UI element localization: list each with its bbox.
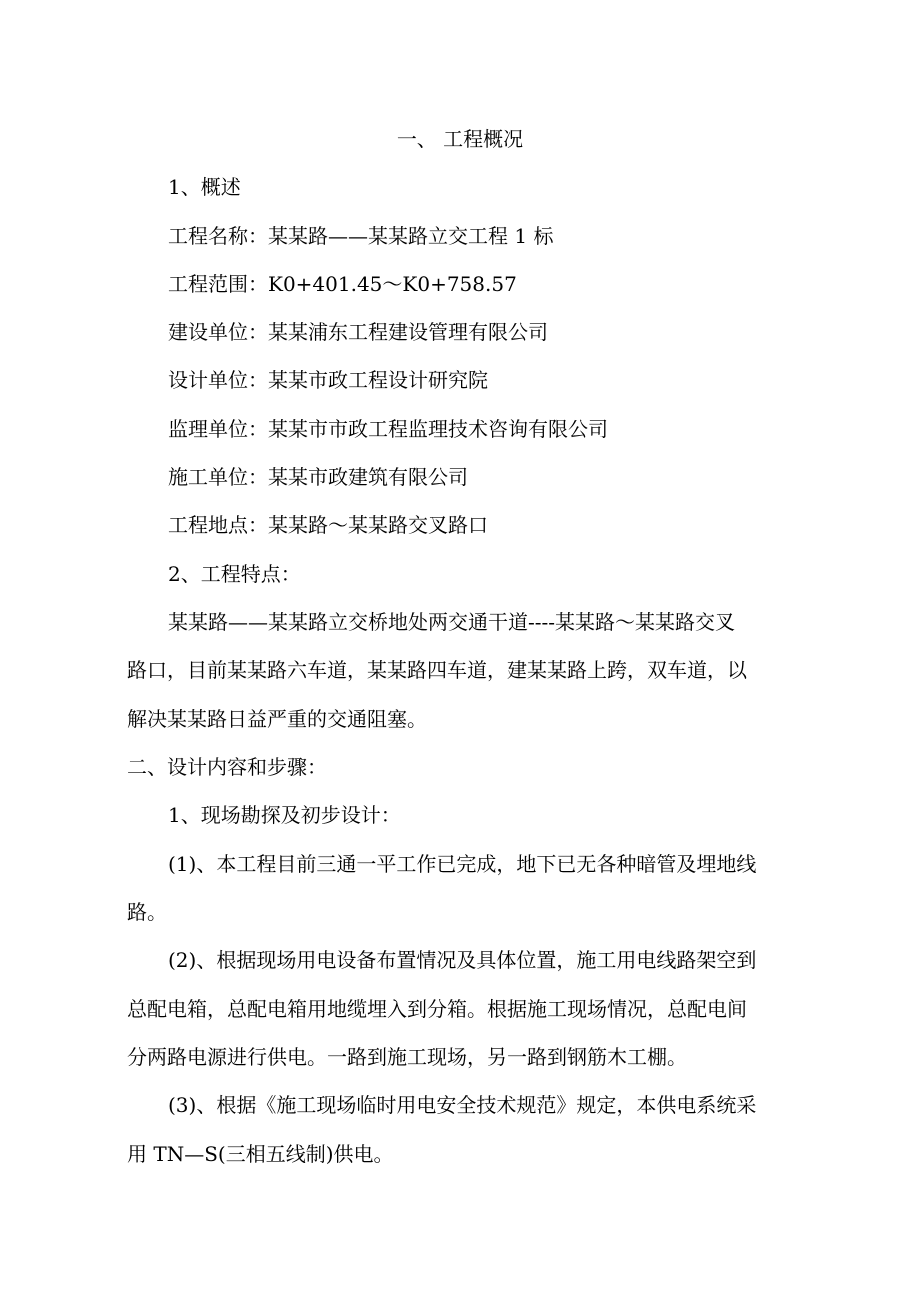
section2-heading: 二、设计内容和步骤： [127, 755, 327, 779]
item2-line: 总配电箱，总配电箱用地缆埋入到分箱。根据施工现场情况，总配电间 [127, 997, 747, 1021]
item3-line: 用 TN—S(三相五线制)供电。 [127, 1142, 394, 1166]
field-location: 工程地点：某某路～某某路交叉路口 [168, 513, 488, 537]
section1-heading: 1、概述 [168, 175, 241, 199]
field-contractor: 施工单位：某某市政建筑有限公司 [168, 465, 468, 489]
item2-line: 分两路电源进行供电。一路到施工现场，另一路到钢筋木工棚。 [127, 1045, 687, 1069]
field-supervisor: 监理单位：某某市市政工程监理技术咨询有限公司 [168, 417, 608, 441]
field-project-name: 工程名称：某某路——某某路立交工程 1 标 [168, 224, 554, 248]
features-paragraph-line: 解决某某路日益严重的交通阻塞。 [127, 707, 427, 731]
item3-line: (3)、根据《施工现场临时用电安全技术规范》规定，本供电系统采 [168, 1093, 757, 1117]
features-paragraph-line: 路口，目前某某路六车道，某某路四车道，建某某路上跨，双车道，以 [127, 658, 747, 682]
features-heading: 2、工程特点： [168, 562, 301, 586]
field-project-range: 工程范围：K0+401.45～K0+758.57 [168, 272, 517, 296]
item2-line: (2)、根据现场用电设备布置情况及具体位置，施工用电线路架空到 [168, 948, 757, 972]
field-builder: 建设单位：某某浦东工程建设管理有限公司 [168, 320, 548, 344]
features-paragraph-line: 某某路——某某路立交桥地处两交通干道----某某路～某某路交叉 [168, 610, 736, 634]
section2-subheading: 1、现场勘探及初步设计： [168, 803, 401, 827]
field-designer: 设计单位：某某市政工程设计研究院 [168, 368, 488, 392]
document-title: 一、 工程概况 [396, 127, 524, 151]
item1-line: 路。 [127, 900, 167, 924]
item1-line: (1)、本工程目前三通一平工作已完成，地下已无各种暗管及埋地线 [168, 852, 757, 876]
